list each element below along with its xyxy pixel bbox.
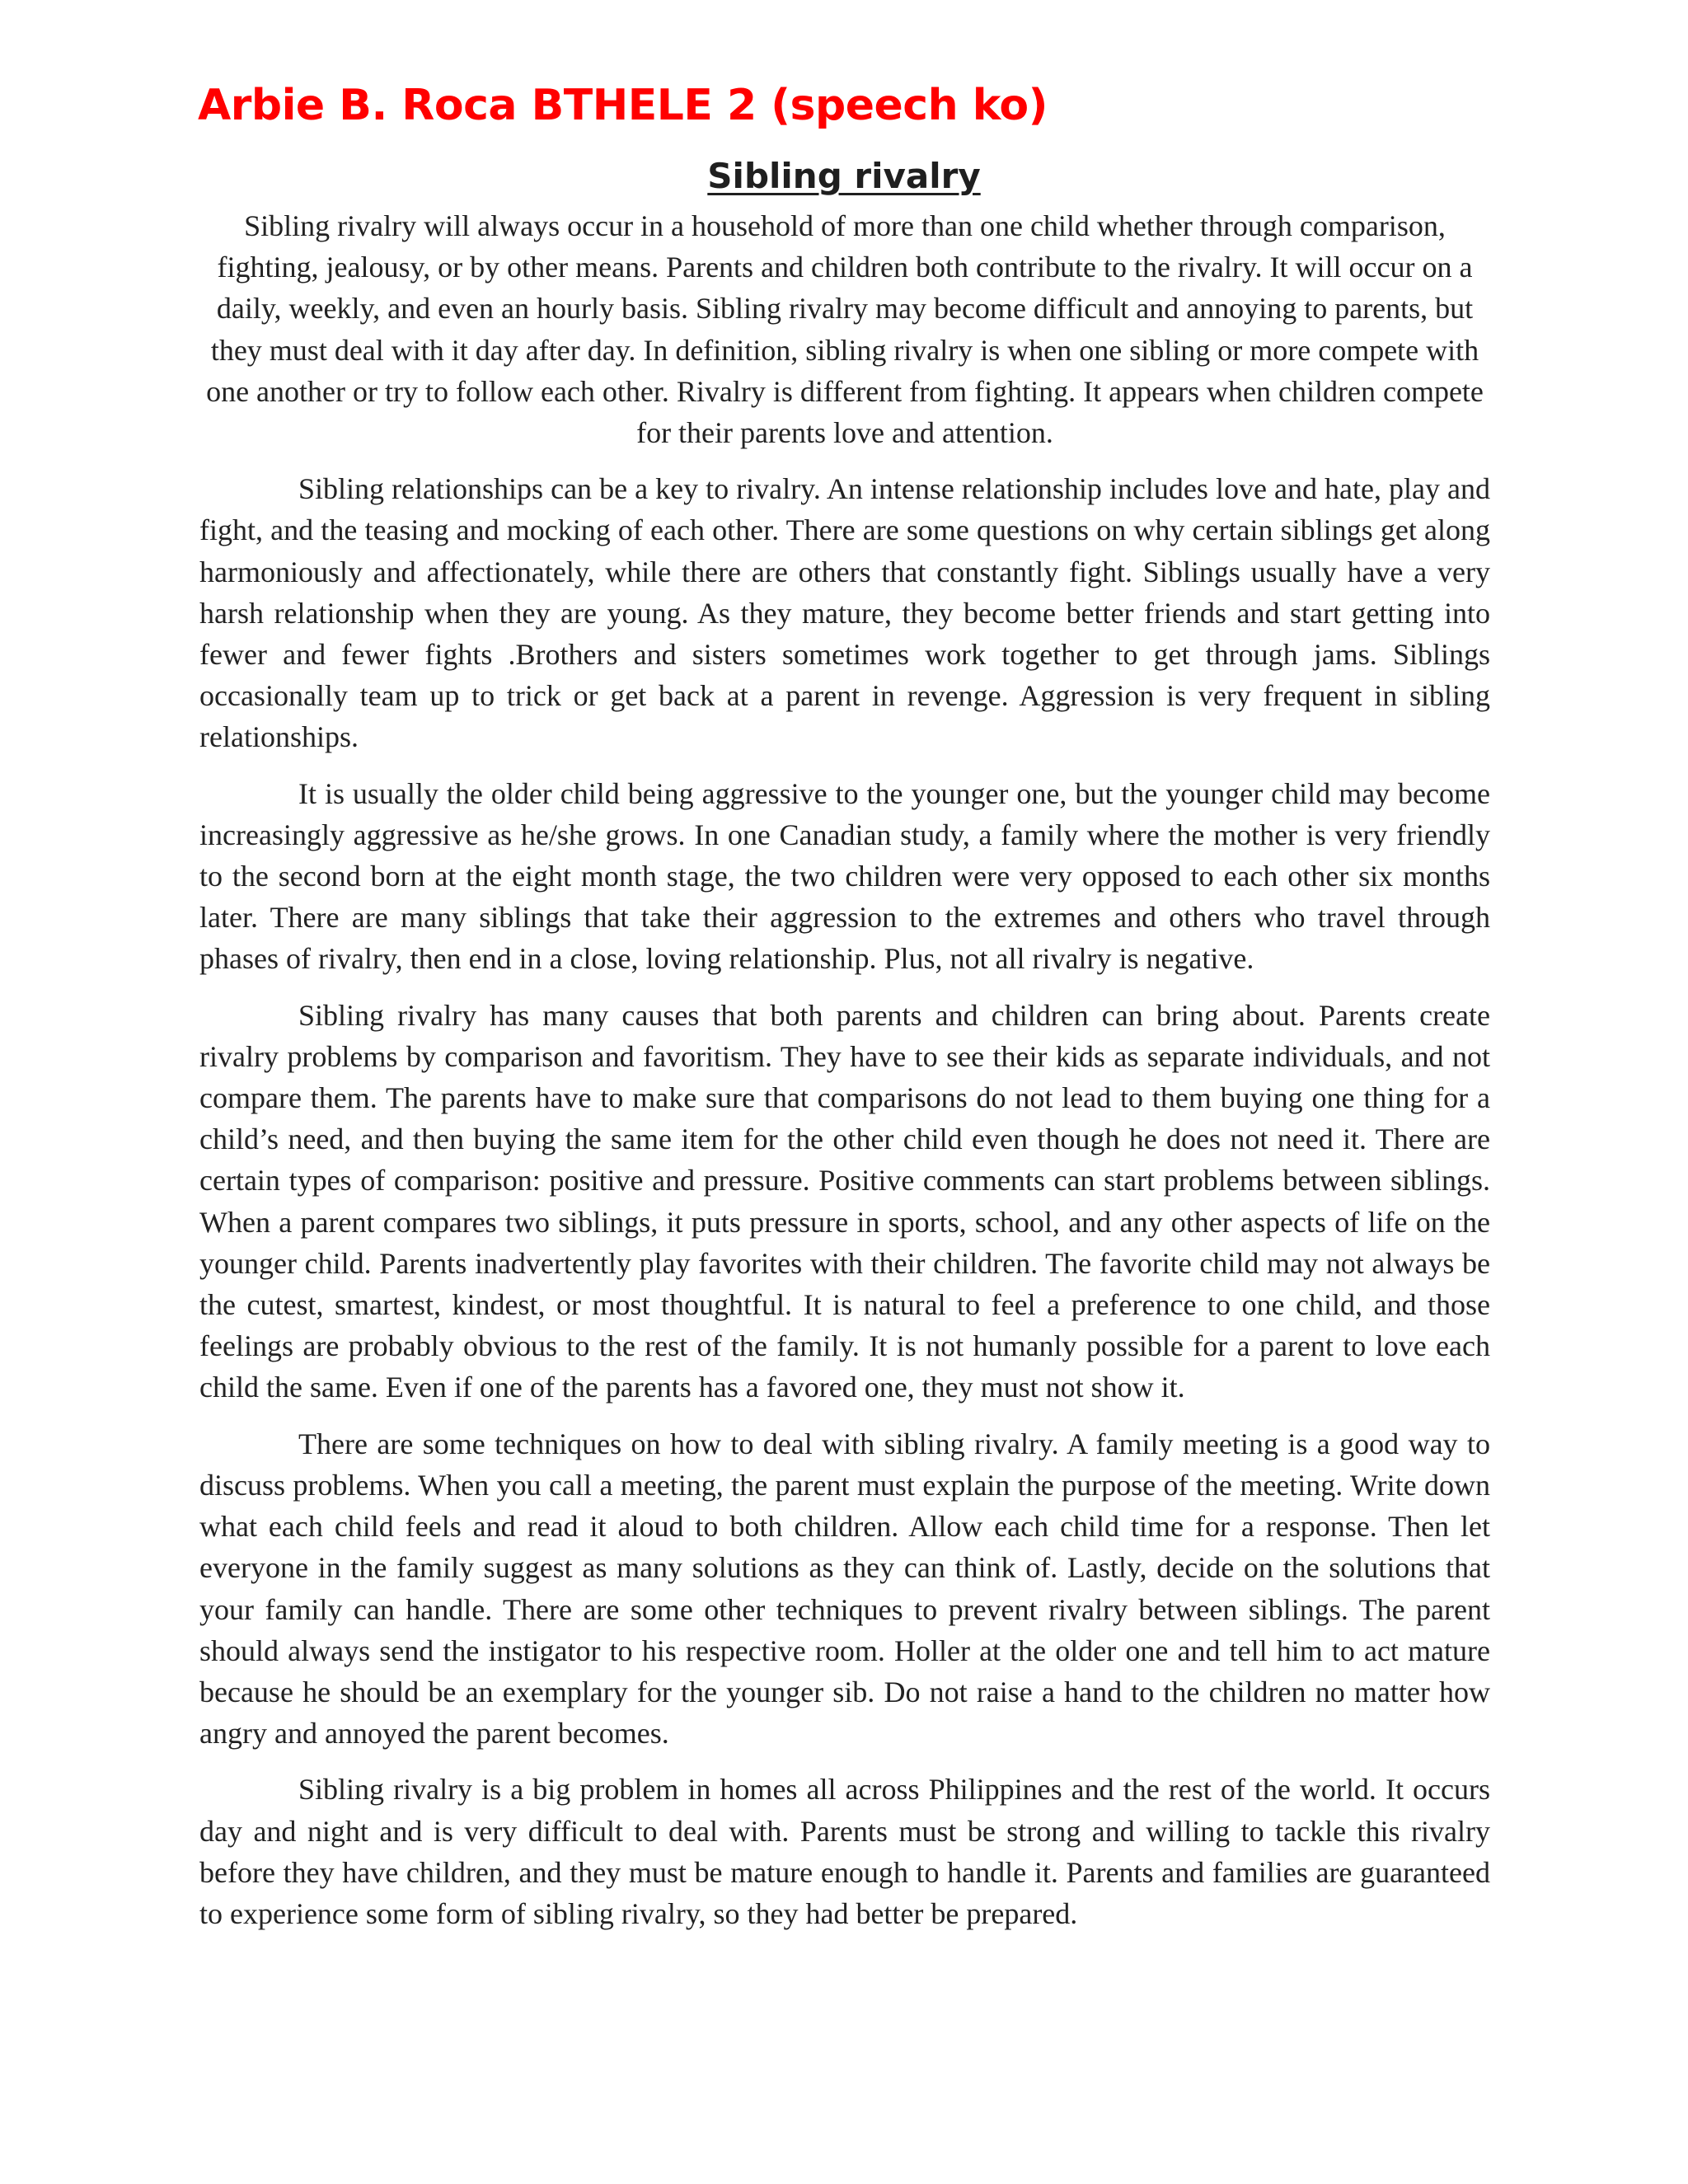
author-line: Arbie B. Roca BTHELE 2 (speech ko)	[198, 81, 1048, 130]
essay-body	[199, 205, 1490, 1934]
paragraph-intro: Sibling rivalry will always occur in a household of more than one child whether through comparison, fighting, jealousy, or by other means. Parents and children both contribute to the rivalry. It will occur on a daily, weekly, and even an hourly basis. Sibling rivalry may become difficult and annoying to parents, but they must deal with it day after day. In definition, sibling rivalry is when one sibling or more compete with one another or try to follow each other. Rivalry is different from fighting. It appears when children compete for their parents love and attention.	[206, 209, 1484, 450]
page-title: Sibling rivalry	[707, 156, 981, 196]
paragraph-techniques: There are some techniques on how to deal with sibling rivalry. A family meeting is a good way to discuss problems. When you call a meeting, the parent must explain the purpose of the meeting. Write down what each child feels and read it aloud to both children. Allow each child time for a response. Then let everyone in the family suggest as many solutions as they can think of. Lastly, decide on the solutions that your family can handle. There are some other techniques to prevent rivalry between siblings. The parent should always send the instigator to his respective room. Holler at the older one and tell him to act mature because he should be an exemplary for the younger sib. Do not raise a hand to the children no matter how angry and annoyed the parent becomes.	[199, 1427, 1490, 1750]
paragraph-causes: Sibling rivalry has many causes that both parents and children can bring about. Parents create rivalry problems by comparison and favoritism. They have to see their kids as separate individuals, and not compare them. The parents have to make sure that comparisons do not lead to them buying one thing for a child’s need, and then buying the same item for the other child even though he does not need it. There are certain types of comparison: positive and pressure. Positive comments can start problems between siblings. When a parent compares two siblings, it puts pressure in sports, school, and any other aspects of life on the younger child. Parents inadvertently play favorites with their children. The favorite child may not always be the cutest, smartest, kindest, or most thoughtful. It is natural to feel a preference to one child, and those feelings are probably obvious to the rest of the family. It is not humanly possible for a parent to love each child the same. Even if one of the parents has a favored one, they must not show it.	[199, 998, 1490, 1404]
paragraph-relationships: Sibling relationships can be a key to rivalry. An intense relationship includes love and hate, play and fight, and the teasing and mocking of each other. There are some questions on why certain siblings get along harmoniously and affectionately, while there are others that constantly fight. Siblings usually have a very harsh relationship when they are young. As they mature, they become better friends and start getting into fewer and fewer fights .Brothers and sisters sometimes work together to get through jams. Siblings occasionally team up to trick or get back at a parent in revenge. Aggression is very frequent in sibling relationships.	[199, 472, 1490, 754]
paragraph-conclusion: Sibling rivalry is a big problem in homes all across Philippines and the rest of the world. It occurs day and night and is very difficult to deal with. Parents must be strong and willing to tackle this rivalry before they have children, and they must be mature enough to handle it. Parents and families are guaranteed to experience some form of sibling rivalry, so they had better be prepared.	[199, 1773, 1490, 1930]
paragraph-aggression: It is usually the older child being aggressive to the younger one, but the younger child may become increasingly aggressive as he/she grows. In one Canadian study, a family where the mother is very friendly to the second born at the eight month stage, the two children were very opposed to each other six months later. There are many siblings that take their aggression to the extremes and others who travel through phases of rivalry, then end in a close, loving relationship. Plus, not all rivalry is negative.	[199, 776, 1490, 976]
